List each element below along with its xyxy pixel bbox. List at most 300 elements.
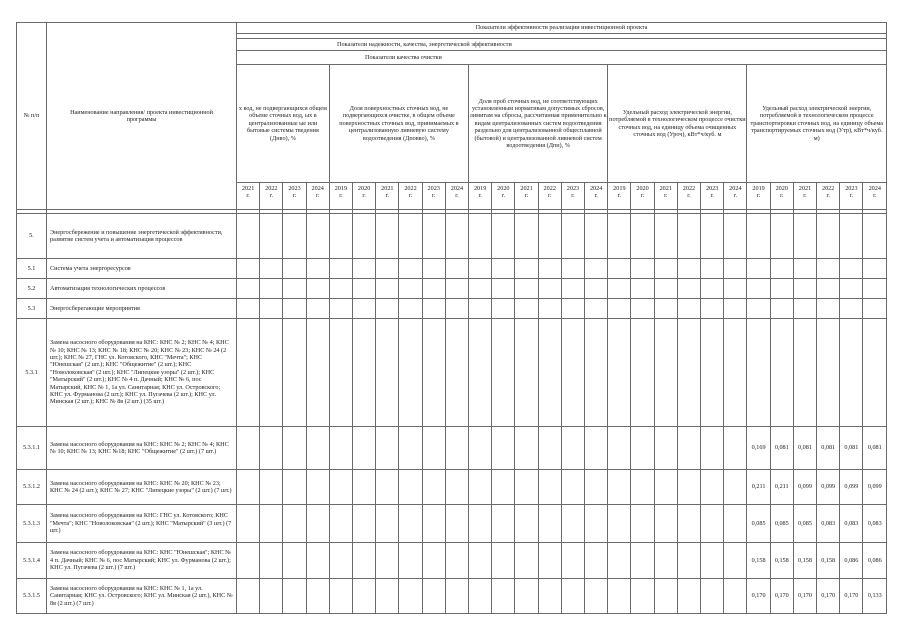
- value-cell: [654, 579, 677, 614]
- year-label: 2024: [311, 185, 324, 192]
- value-cell: 0,211: [747, 470, 770, 505]
- year-label: 2020: [357, 185, 371, 192]
- value-cell: [608, 259, 631, 279]
- value-cell: [840, 214, 863, 259]
- value-cell: [422, 299, 445, 319]
- value-cell: [538, 427, 561, 470]
- table-row: [17, 470, 887, 505]
- value-cell: [306, 505, 329, 543]
- year-header: [585, 183, 608, 210]
- year-suffix: г.: [385, 192, 390, 200]
- year-suffix: г.: [246, 192, 250, 200]
- row-number: 5.3.1.4: [17, 543, 47, 579]
- value-cell: [724, 259, 747, 279]
- value-cell: [283, 427, 306, 470]
- value-cell: [492, 299, 515, 319]
- value-cell: [422, 470, 445, 505]
- value-cell: [747, 279, 770, 299]
- value-cell: 0,158: [770, 543, 793, 579]
- value-cell: [237, 299, 260, 319]
- value-cell: [260, 543, 283, 579]
- year-suffix: г.: [803, 192, 807, 200]
- value-cell: [237, 214, 260, 259]
- value-cell: [793, 259, 816, 279]
- value-cell: [515, 505, 538, 543]
- year-header: [770, 183, 793, 210]
- year-header: [492, 183, 515, 210]
- year-label: 2020: [775, 185, 788, 192]
- table-row: [17, 579, 887, 614]
- year-suffix: г.: [617, 192, 622, 200]
- value-cell: [260, 427, 283, 470]
- row-number: 5.3.1.1: [17, 427, 47, 470]
- group4-header: Удельный расход электрической энергии, потребляемой в технологическом процессе очистки сточных вод, на единицу объема очищенных сточных вод (Уроч), кВт*ч/куб. м: [608, 65, 747, 183]
- year-header: [840, 183, 863, 210]
- table-row: [17, 214, 887, 259]
- value-cell: [724, 543, 747, 579]
- value-cell: [399, 259, 422, 279]
- value-cell: [422, 319, 445, 427]
- value-cell: [329, 259, 352, 279]
- group3-header: Доля проб сточных вод, не соответствующих установленным нормативам допустимых сбросов, лимитам на сбросы, рассчитанная применительно к видам централизованных систем водоотведения раздельно для централизованной общесплавной (бытовой) и централизованной ливневой систем водоотведения (Дпн), %: [469, 65, 608, 183]
- year-suffix: г.: [849, 192, 854, 200]
- value-cell: [817, 214, 840, 259]
- year-label: 2021: [520, 185, 533, 192]
- value-cell: 0,085: [747, 505, 770, 543]
- value-cell: [399, 470, 422, 505]
- value-cell: [701, 505, 724, 543]
- value-cell: [445, 319, 468, 427]
- year-label: 2019: [473, 185, 487, 192]
- year-suffix: г.: [756, 192, 761, 200]
- value-cell: 0,083: [863, 505, 887, 543]
- year-header: [701, 183, 724, 210]
- value-cell: [515, 427, 538, 470]
- value-cell: 0,158: [747, 543, 770, 579]
- year-header: [863, 183, 887, 210]
- year-suffix: г.: [432, 192, 436, 200]
- value-cell: [353, 279, 376, 299]
- year-header: [445, 183, 468, 210]
- value-cell: [677, 319, 700, 427]
- value-cell: [538, 505, 561, 543]
- year-label: 2024: [729, 185, 742, 192]
- value-cell: 0,099: [840, 470, 863, 505]
- year-label: 2021: [241, 185, 255, 192]
- value-cell: [561, 299, 584, 319]
- value-cell: [677, 427, 700, 470]
- year-header: [399, 183, 422, 210]
- value-cell: [724, 299, 747, 319]
- value-cell: [399, 579, 422, 614]
- value-cell: [306, 543, 329, 579]
- year-header: [376, 183, 399, 210]
- value-cell: [631, 470, 654, 505]
- year-label: 2021: [659, 185, 672, 192]
- value-cell: [631, 319, 654, 427]
- value-cell: [329, 579, 352, 614]
- year-label: 2024: [868, 185, 881, 192]
- value-cell: [538, 319, 561, 427]
- value-cell: [608, 319, 631, 427]
- value-cell: [561, 214, 584, 259]
- value-cell: [817, 279, 840, 299]
- value-cell: [399, 505, 422, 543]
- value-cell: 0,133: [863, 579, 887, 614]
- value-cell: [561, 427, 584, 470]
- year-suffix: г.: [780, 192, 784, 200]
- value-cell: [283, 505, 306, 543]
- value-cell: [677, 259, 700, 279]
- value-cell: [260, 470, 283, 505]
- value-cell: [654, 299, 677, 319]
- value-cell: [399, 319, 422, 427]
- year-suffix: г.: [362, 192, 366, 200]
- value-cell: [747, 319, 770, 427]
- value-cell: [654, 319, 677, 427]
- value-cell: [283, 299, 306, 319]
- value-cell: [237, 427, 260, 470]
- year-label: 2019: [334, 185, 348, 192]
- value-cell: [399, 299, 422, 319]
- value-cell: [260, 319, 283, 427]
- value-cell: [237, 470, 260, 505]
- value-cell: [376, 579, 399, 614]
- value-cell: [515, 470, 538, 505]
- value-cell: [701, 543, 724, 579]
- value-cell: [701, 214, 724, 259]
- value-cell: [445, 505, 468, 543]
- value-cell: [492, 543, 515, 579]
- value-cell: [469, 299, 492, 319]
- value-cell: [353, 505, 376, 543]
- value-cell: [445, 427, 468, 470]
- year-suffix: г.: [571, 192, 575, 200]
- value-cell: [770, 319, 793, 427]
- value-cell: 0,081: [793, 427, 816, 470]
- year-suffix: г.: [710, 192, 714, 200]
- value-cell: [329, 299, 352, 319]
- year-suffix: г.: [524, 192, 529, 200]
- value-cell: [422, 579, 445, 614]
- value-cell: [701, 470, 724, 505]
- indicators-table: [16, 22, 887, 614]
- year-label: 2022: [265, 185, 278, 192]
- value-cell: [399, 543, 422, 579]
- value-cell: [329, 319, 352, 427]
- value-cell: [631, 543, 654, 579]
- year-suffix: г.: [478, 192, 482, 200]
- value-cell: [376, 319, 399, 427]
- value-cell: [840, 299, 863, 319]
- value-cell: [353, 427, 376, 470]
- year-suffix: г.: [501, 192, 506, 200]
- year-suffix: г.: [548, 192, 552, 200]
- row-name: Замена насосного оборудования на КНС: КНС "Юнешская"; КНС № 4 п. Дачный; КНС № 6, пос Матырский; КНС ул. Фурманова (2 шт.); КНС ул. Пугачева (2 шт.) (7 шт.): [47, 543, 237, 579]
- value-cell: [445, 214, 468, 259]
- value-cell: [631, 505, 654, 543]
- value-cell: 0,211: [770, 470, 793, 505]
- table-row: [17, 319, 887, 427]
- table-row: [17, 543, 887, 579]
- value-cell: [306, 579, 329, 614]
- value-cell: [701, 259, 724, 279]
- value-cell: [724, 319, 747, 427]
- value-cell: [701, 319, 724, 427]
- value-cell: [817, 299, 840, 319]
- year-label: 2022: [821, 185, 835, 192]
- value-cell: [492, 579, 515, 614]
- value-cell: [793, 214, 816, 259]
- value-cell: [329, 214, 352, 259]
- value-cell: [701, 299, 724, 319]
- value-cell: [631, 579, 654, 614]
- table-row: [17, 299, 887, 319]
- value-cell: [538, 279, 561, 299]
- value-cell: [260, 299, 283, 319]
- year-label: 2023: [288, 185, 301, 192]
- value-cell: [306, 259, 329, 279]
- value-cell: [677, 470, 700, 505]
- value-cell: [353, 299, 376, 319]
- value-cell: [561, 505, 584, 543]
- year-header: [561, 183, 584, 210]
- value-cell: [677, 214, 700, 259]
- value-cell: [422, 543, 445, 579]
- value-cell: [283, 470, 306, 505]
- value-cell: [445, 299, 468, 319]
- year-header: [747, 183, 770, 210]
- value-cell: [469, 505, 492, 543]
- value-cell: [817, 319, 840, 427]
- year-suffix: г.: [339, 192, 343, 200]
- value-cell: [422, 214, 445, 259]
- value-cell: [306, 279, 329, 299]
- value-cell: 0,081: [817, 427, 840, 470]
- value-cell: [399, 214, 422, 259]
- value-cell: [840, 319, 863, 427]
- value-cell: [399, 427, 422, 470]
- value-cell: [538, 543, 561, 579]
- num-header: № п/п: [17, 23, 47, 210]
- group5-header: Удельный расход электрической энергии, потребляемой в технологическом процессе транспортировки сточных вод, на единицу объема транспортируемых сточных вод (Утр), кВт*ч/куб. м): [747, 65, 887, 183]
- value-cell: [561, 279, 584, 299]
- value-cell: [863, 259, 887, 279]
- value-cell: [538, 214, 561, 259]
- value-cell: [817, 259, 840, 279]
- value-cell: [515, 543, 538, 579]
- value-cell: [469, 214, 492, 259]
- value-cell: [260, 214, 283, 259]
- value-cell: [306, 427, 329, 470]
- year-header: [515, 183, 538, 210]
- year-label: 2023: [427, 185, 440, 192]
- row-number: 5.3.1: [17, 319, 47, 427]
- year-suffix: г.: [594, 192, 598, 200]
- row-number: 5.2: [17, 279, 47, 299]
- value-cell: [376, 470, 399, 505]
- value-cell: 0,099: [817, 470, 840, 505]
- value-cell: 0,085: [793, 505, 816, 543]
- value-cell: 0,086: [863, 543, 887, 579]
- value-cell: [538, 579, 561, 614]
- year-suffix: г.: [687, 192, 691, 200]
- value-cell: [283, 319, 306, 427]
- year-label: 2019: [613, 185, 626, 192]
- value-cell: [724, 214, 747, 259]
- row-number: 5.3.1.5: [17, 579, 47, 614]
- value-cell: [608, 579, 631, 614]
- value-cell: [306, 319, 329, 427]
- value-cell: 0,083: [840, 505, 863, 543]
- value-cell: [492, 427, 515, 470]
- year-label: 2021: [798, 185, 812, 192]
- value-cell: [863, 299, 887, 319]
- year-label: 2020: [636, 185, 649, 192]
- year-header: [329, 183, 352, 210]
- value-cell: [701, 579, 724, 614]
- year-header: [469, 183, 492, 210]
- value-cell: [585, 279, 608, 299]
- value-cell: 0,083: [817, 505, 840, 543]
- value-cell: [561, 579, 584, 614]
- value-cell: [469, 579, 492, 614]
- row-number: 5.: [17, 214, 47, 259]
- value-cell: [631, 279, 654, 299]
- year-suffix: г.: [733, 192, 738, 200]
- value-cell: [376, 259, 399, 279]
- value-cell: [237, 279, 260, 299]
- value-cell: [677, 299, 700, 319]
- value-cell: [770, 299, 793, 319]
- group1-header: х вод, не подвергающихся общем объеме сточных вод, ых в централизованные ые или бытовые системы тведения (Днво), %: [237, 65, 330, 183]
- value-cell: [260, 579, 283, 614]
- year-label: 2020: [497, 185, 510, 192]
- year-header: [677, 183, 700, 210]
- row-number: 5.3.1.3: [17, 505, 47, 543]
- value-cell: [422, 505, 445, 543]
- value-cell: [260, 505, 283, 543]
- table-row: [17, 505, 887, 543]
- year-label: 2019: [752, 185, 765, 192]
- value-cell: [654, 543, 677, 579]
- value-cell: [353, 543, 376, 579]
- row-name: Энергосбережение и повышение энергетической эффективности, развитие систем учета и автоматизация процессов: [47, 214, 237, 259]
- value-cell: [469, 427, 492, 470]
- group2-header: Доля поверхностных сточных вод, не подвергающихся очистке, в общем объеме поверхностных сточных вод, принимаемых в централизованную ливневую систему водоотведения (Дповво), %: [329, 65, 468, 183]
- value-cell: [654, 279, 677, 299]
- value-cell: [492, 279, 515, 299]
- value-cell: 0,158: [817, 543, 840, 579]
- year-suffix: г.: [455, 192, 459, 200]
- value-cell: [701, 427, 724, 470]
- value-cell: [677, 579, 700, 614]
- year-header: [353, 183, 376, 210]
- row-number: 5.3: [17, 299, 47, 319]
- value-cell: [376, 505, 399, 543]
- year-header: [654, 183, 677, 210]
- value-cell: [561, 319, 584, 427]
- value-cell: [585, 319, 608, 427]
- year-label: 2022: [404, 185, 417, 192]
- value-cell: [770, 259, 793, 279]
- value-cell: [585, 299, 608, 319]
- value-cell: [515, 279, 538, 299]
- row-name: Энергосберегающие мероприятия: [47, 299, 237, 319]
- value-cell: [492, 259, 515, 279]
- value-cell: [608, 470, 631, 505]
- row-name: Автоматизация технологических процессов: [47, 279, 237, 299]
- value-cell: [747, 259, 770, 279]
- value-cell: [585, 505, 608, 543]
- value-cell: [747, 214, 770, 259]
- value-cell: [724, 470, 747, 505]
- value-cell: [469, 319, 492, 427]
- year-label: 2022: [543, 185, 556, 192]
- value-cell: [561, 259, 584, 279]
- value-cell: 0,085: [770, 505, 793, 543]
- year-header: [793, 183, 816, 210]
- row-name: Замена насосного оборудования на КНС: КНС № 20; КНС № 23; КНС № 24 (2 шт.); КНС № 27; КНС "Липецкие узоры" (2 шт.) (7 шт.): [47, 470, 237, 505]
- value-cell: 0,099: [793, 470, 816, 505]
- value-cell: [376, 279, 399, 299]
- value-cell: [631, 214, 654, 259]
- year-header: [724, 183, 747, 210]
- value-cell: [677, 505, 700, 543]
- value-cell: [445, 279, 468, 299]
- value-cell: [469, 259, 492, 279]
- value-cell: [793, 319, 816, 427]
- value-cell: [492, 470, 515, 505]
- value-cell: [329, 470, 352, 505]
- year-label: 2023: [566, 185, 580, 192]
- value-cell: [445, 543, 468, 579]
- quality-header: Показатели качества очистки: [237, 51, 887, 65]
- document-page: [16, 22, 886, 618]
- value-cell: [399, 279, 422, 299]
- value-cell: [631, 427, 654, 470]
- value-cell: [515, 214, 538, 259]
- year-header: [260, 183, 283, 210]
- row-name: Замена насосного оборудования на КНС: КНС № 2; КНС № 4; КНС № 10; КНС № 13; КНС № 18; КНС № 20; КНС № 23; КНС № 24 (2 шт.); КНС № 27, ГНС ул. Котовского, КНС "Мечта"; КНС "Юнешская" (2 шт.); КНС "Общежитие" (2 шт.); КНС "Новолоковская" (2 шт.); КНС "Липецкие узоры" (2 шт.); КНС "Матырский" (2 шт.); КНС № 4 п. Дачный; КНС № 6, пос Матырский, КНС № 1, 1а ул. Санитарная; КНС ул. Островского; КНС ул. Фурманова (2 шт.); КНС ул. Пугачева (2 шт.); КНС ул. Минская (2 шт.); КНС № 8в (2 шт.) (35 шт.): [47, 319, 237, 427]
- value-cell: [585, 579, 608, 614]
- value-cell: 0,099: [863, 470, 887, 505]
- value-cell: [585, 214, 608, 259]
- value-cell: [376, 427, 399, 470]
- year-header: [306, 183, 329, 210]
- table-row: [17, 259, 887, 279]
- value-cell: [353, 259, 376, 279]
- value-cell: [608, 543, 631, 579]
- value-cell: [353, 214, 376, 259]
- value-cell: [561, 470, 584, 505]
- value-cell: [283, 259, 306, 279]
- year-header: [538, 183, 561, 210]
- value-cell: [445, 259, 468, 279]
- value-cell: [237, 579, 260, 614]
- value-cell: [376, 543, 399, 579]
- value-cell: [701, 279, 724, 299]
- value-cell: [631, 299, 654, 319]
- value-cell: [469, 543, 492, 579]
- value-cell: [631, 259, 654, 279]
- value-cell: [538, 259, 561, 279]
- value-cell: [492, 214, 515, 259]
- value-cell: [469, 279, 492, 299]
- value-cell: [654, 427, 677, 470]
- value-cell: [793, 299, 816, 319]
- year-header: [608, 183, 631, 210]
